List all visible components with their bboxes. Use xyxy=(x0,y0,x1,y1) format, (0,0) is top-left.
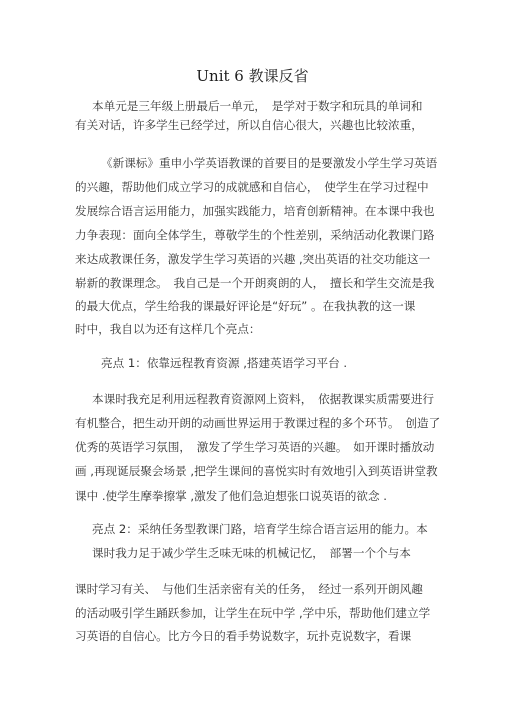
body-line: 画 ,再现诞辰聚会场景 ,把学生课间的喜悦实时有效地引入到英语讲堂教 xyxy=(75,464,438,478)
body-line: 课中 .使学生摩拳擦掌 ,激发了他们急迫想张口说英语的欲念 . xyxy=(75,489,387,503)
body-line: 的最大优点，学生给我的课最好评论是“好玩” 。在我执教的这一课 xyxy=(75,299,416,313)
body-line: 本课时我充足利用远程教育资源网上资料， 依据教课实质需要进行 xyxy=(92,392,435,406)
body-line: 力争表现：面向全体学生，尊敬学生的个性差别，采纳活动化教课门路 xyxy=(75,228,435,242)
body-line: 习英语的自信心。比方今日的看手势说数字，玩扑克说数字，看课 xyxy=(75,629,412,643)
document-title: Unit 6 教课反省 xyxy=(196,67,309,85)
highlight-heading: 亮点 1：依靠远程教育资源 ,搭建英语学习平台 . xyxy=(101,356,348,370)
body-line: 的活动吸引学生踊跃参加，让学生在玩中学 ,学中乐，帮助他们建立学 xyxy=(75,606,431,620)
body-line: 课时我力足于减少学生乏味无味的机械记忆， 部署一个个与本 xyxy=(92,546,411,560)
body-line: 来达成教课任务，激发学生学习英语的兴趣 ,突出英语的社交功能这一 xyxy=(75,252,431,266)
body-line: 的兴趣，帮助他们成立学习的成就感和自信心， 使学生在学习过程中 xyxy=(75,180,429,194)
body-line: 发展综合语言运用能力，加强实践能力，培育创新精神。在本课中我也 xyxy=(75,204,435,218)
body-line: 有机整合，把生动开朗的动画世界运用于教课过程的多个环节。 创造了 xyxy=(75,416,441,430)
body-line: 有关对话，许多学生已经学过，所以自信心很大，兴趣也比较浓重， xyxy=(75,118,423,132)
body-line: 优秀的英语学习氛围， 激发了学生学习英语的兴趣。 如开课时播放动 xyxy=(75,440,435,454)
body-line: 本单元是三年级上册最后一单元， 是学对于数字和玩具的单词和 xyxy=(92,99,423,113)
body-line: 《新课标》重申小学英语教课的首要目的是要激发小学生学习英语 xyxy=(101,156,438,170)
body-line: 课时学习有关、 与他们生活亲密有关的任务， 经过一系列开朗风趣 xyxy=(75,582,423,596)
body-line: 时中，我自以为还有这样几个亮点： xyxy=(75,322,261,336)
highlight-heading: 亮点 2：采纳任务型教课门路，培育学生综合语言运用的能力。本 xyxy=(92,522,428,536)
body-line: 崭新的教课理念。 我自己是一个开朗爽朗的人， 擅长和学生交流是我 xyxy=(75,276,435,290)
